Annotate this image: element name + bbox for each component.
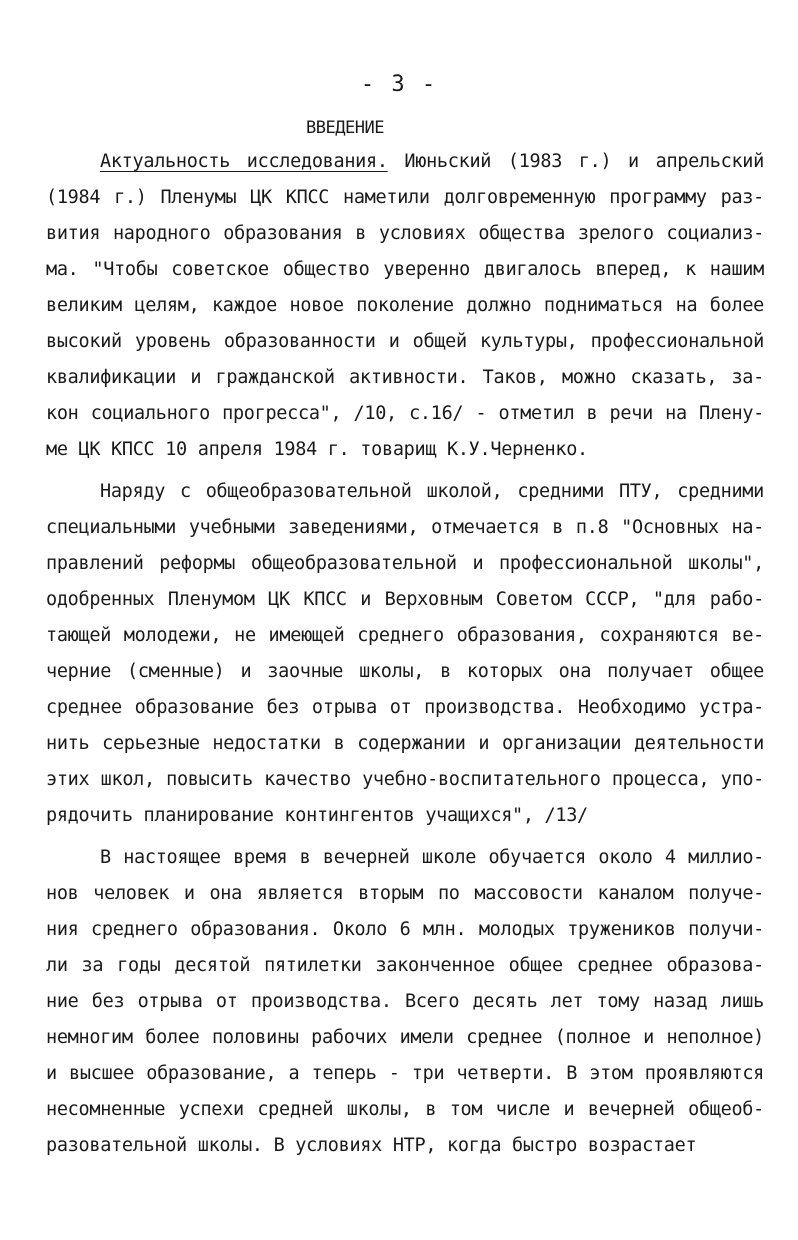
paragraph-2-line: среднее образование без отрыва от производства. Необходимо устра-	[46, 697, 764, 718]
paragraph-1-line: вития народного образования в условиях общества зрелого социализ-	[46, 223, 764, 244]
paragraph-3-line: разовательной школы. В условиях НТР, когда быстро возрастает	[46, 1135, 697, 1156]
section-title: ВВЕДЕНИЕ	[306, 118, 384, 138]
paragraph-1-line-1-text: Июньский (1983 г.) и апрельский	[404, 151, 764, 172]
paragraph-1-line-1	[100, 144, 764, 180]
paragraph-2-line: черние (сменные) и заочные школы, в которых она получает общее	[46, 661, 764, 682]
paragraph-2-line: одобренных Пленумом ЦК КПСС и Верховным Советом СССР, "для рабо-	[46, 589, 764, 610]
paragraph-1-line: кон социального прогресса", /10, с.16/ - отметил в речи на Плену-	[46, 403, 764, 424]
paragraph-3-line: немногим более половины рабочих имели среднее (полное и неполное)	[46, 1027, 764, 1048]
paragraph-1-line: ме ЦК КПСС 10 апреля 1984 г. товарищ К.У.Черненко.	[46, 439, 588, 460]
paragraph-1-line: великим целям, каждое новое поколение должно подниматься на более	[46, 295, 764, 316]
paragraph-3-line: В настоящее время в вечерней школе обучается около 4 миллио-	[100, 847, 764, 868]
paragraph-2-line: Наряду с общеобразовательной школой, средними ПТУ, средними	[100, 481, 764, 502]
paragraph-2-line: этих школ, повысить качество учебно-воспитательного процесса, упо-	[46, 769, 764, 790]
paragraph-2-line: рядочить планирование контингентов учащихся", /13/	[46, 805, 588, 826]
paragraph-3-line: несомненные успехи средней школы, в том числе и вечерней общеоб-	[46, 1099, 764, 1120]
paragraph-3-line: и высшее образование, а теперь - три четверти. В этом проявляются	[46, 1063, 764, 1084]
page-number: - 3 -	[360, 72, 438, 97]
paragraph-2-line: нить серьезные недостатки в содержании и организации деятельности	[46, 733, 764, 754]
paragraph-3-line: ли за годы десятой пятилетки законченное общее среднее образова-	[46, 955, 764, 976]
paragraph-1-line: (1984 г.) Пленумы ЦК КПСС наметили долговременную программу раз-	[46, 187, 764, 208]
paragraph-2-line: тающей молодежи, не имеющей среднего образования, сохраняются ве-	[46, 625, 764, 646]
paragraph-1-line: квалификации и гражданской активности. Таков, можно сказать, за-	[46, 367, 764, 388]
paragraph-1-line: ма. "Чтобы советское общество уверенно двигалось вперед, к нашим	[46, 259, 764, 280]
paragraph-3-line: нов человек и она является вторым по массовости каналом получе-	[46, 883, 764, 904]
relevance-heading: Актуальность исследования.	[100, 151, 388, 172]
paragraph-2-line: правлений реформы общеобразовательной и профессиональной школы",	[46, 553, 764, 574]
paragraph-2-line: специальными учебными заведениями, отмечается в п.8 "Основных на-	[46, 517, 764, 538]
paragraph-3-line: ния среднего образования. Около 6 млн. молодых тружеников получи-	[46, 919, 764, 940]
paragraph-3-line: ние без отрыва от производства. Всего десять лет тому назад лишь	[46, 991, 764, 1012]
paragraph-1-line: высокий уровень образованности и общей культуры, профессиональной	[46, 331, 764, 352]
